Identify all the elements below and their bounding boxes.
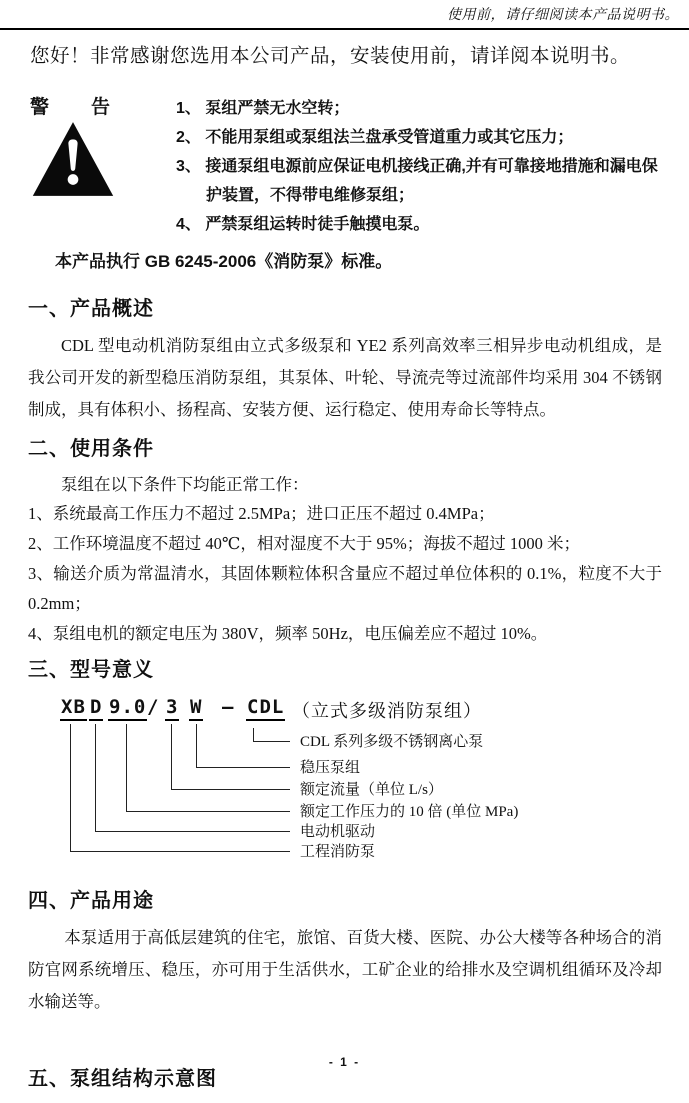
model-label: 稳压泵组	[300, 760, 361, 776]
model-label: CDL 系列多级不锈钢离心泵	[300, 734, 484, 750]
condition-item: 3、输送介质为常温清水，其固体颗粒体积含量应不超过单位体积的 0.1%，粒度不大于 0.2mm；	[28, 564, 662, 613]
model-part-slash: /	[147, 696, 160, 718]
warning-item: 4、 严禁泵组运转时徒手触摸电泵。	[176, 216, 430, 233]
model-meaning-diagram	[0, 690, 689, 878]
condition-item: 2、工作环境温度不超过 40℃，相对湿度不大于 95%；海拔不超过 1000 米；	[28, 534, 580, 553]
warning-item: 3、 接通泵组电源前应保证电机接线正确,并有可靠接地措施和漏电保护装置，不得带电维修泵组；	[176, 158, 658, 204]
standard-statement: 本产品执行 GB 6245-2006《消防泵》标准。	[55, 252, 393, 271]
model-label: 电动机驱动	[300, 824, 376, 840]
overview-paragraph: CDL 型电动机消防泵组由立式多级泵和 YE2 系列高效率三相异步电动机组成，是我公司开发的新型稳压消防泵组，其泵体、叶轮、导流壳等过流部件均采用 304 不锈钢制成，具有体积小、扬程高、安装方便、运行稳定、使用寿命长等特点。	[28, 336, 662, 419]
warning-title	[30, 92, 110, 119]
model-suffix: （立式多级消防泵组）	[292, 701, 482, 721]
warning-title-char-left: 警	[30, 97, 50, 118]
page-number: - 1 -	[328, 1055, 361, 1069]
section-heading-model: 三、型号意义	[28, 659, 154, 681]
model-part-w: W	[189, 696, 203, 721]
warning-title-char-right: 告	[90, 97, 110, 118]
model-part-d: D	[89, 696, 103, 721]
warning-triangle-icon	[32, 121, 114, 197]
model-label: 工程消防泵	[300, 844, 376, 860]
warning-item: 2、 不能用泵组或泵组法兰盘承受管道重力或其它压力；	[176, 129, 574, 146]
model-part-3: 3	[165, 696, 179, 721]
section-heading-structure: 五、泵组结构示意图	[28, 1068, 217, 1090]
section-heading-overview: 一、产品概述	[28, 298, 154, 320]
model-label: 额定工作压力的 10 倍 (单位 MPa)	[300, 804, 519, 820]
header-rule	[0, 28, 689, 30]
warning-items	[176, 92, 661, 239]
section-heading-conditions: 二、使用条件	[28, 438, 154, 460]
model-part-9-0: 9.0	[108, 696, 147, 721]
warning-item: 1、 泵组严禁无水空转；	[176, 100, 350, 117]
model-part-dash: –	[222, 696, 235, 718]
section-heading-usage: 四、产品用途	[28, 890, 154, 912]
top-notice: 使用前，请仔细阅读本产品说明书。	[447, 7, 679, 23]
usage-paragraph: 本泵适用于高低层建筑的住宅，旅馆、百货大楼、医院、办公大楼等各种场合的消防官网系统增压、稳压，亦可用于生活供水，工矿企业的给排水及空调机组循环及冷却水输送等。	[28, 928, 662, 1011]
model-part-xb: XB	[60, 696, 87, 721]
condition-item: 4、泵组电机的额定电压为 380V，频率 50Hz，电压偏差应不超过 10%。	[28, 624, 548, 643]
condition-item: 1、系统最高工作压力不超过 2.5MPa；进口正压不超过 0.4MPa；	[28, 504, 495, 523]
model-part-cdl: CDL	[246, 696, 285, 721]
warning-section	[30, 92, 661, 239]
warning-left-column	[30, 92, 148, 239]
conditions-intro: 泵组在以下条件下均能正常工作：	[61, 475, 309, 494]
connector-line-xb	[70, 724, 290, 852]
greeting-text: 您好！非常感谢您选用本公司产品，安装使用前，请详阅本说明书。	[30, 46, 631, 67]
model-label: 额定流量（单位 L/s）	[300, 782, 443, 798]
